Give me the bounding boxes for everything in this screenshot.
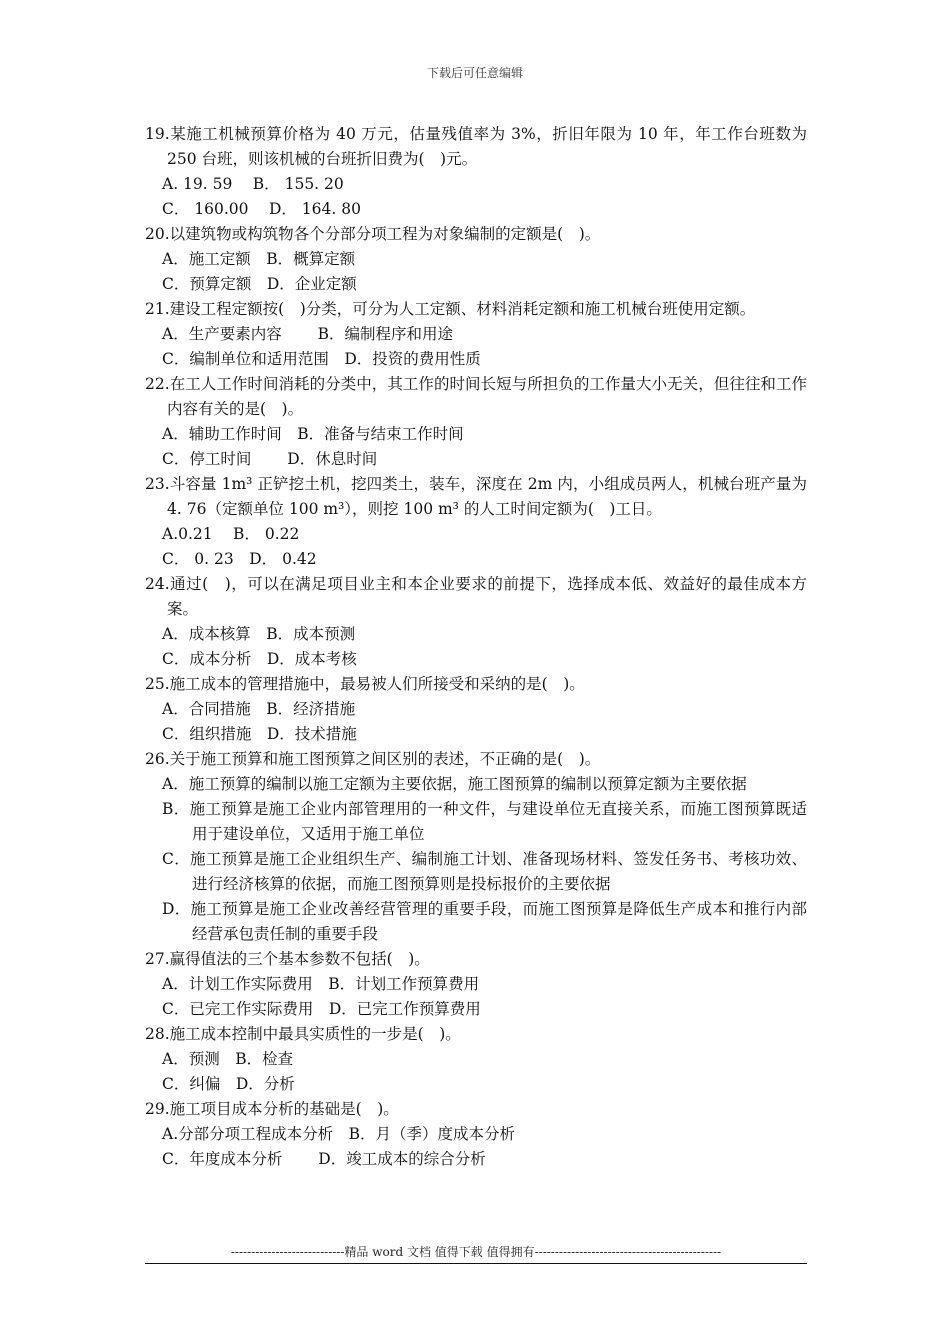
question-options [145, 247, 807, 297]
question-stem: 21.建设工程定额按( )分类，可分为人工定额、材料消耗定额和施工机械台班使用定额。 [145, 300, 756, 318]
question-stem: 19.某施工机械预算价格为 40 万元，估量残值率为 3%，折旧年限为 10 年，年工作台班数为 250 台班，则该机械的台班折旧费为( )元。 [145, 125, 807, 168]
option-line: C． 0. 23 D． 0.42 [162, 550, 317, 568]
question-stem: 24.通过( )，可以在满足项目业主和本企业要求的前提下，选择成本低、效益好的最佳成本方案。 [145, 575, 807, 618]
option-line: A．施工定额 B．概算定额 [162, 250, 356, 268]
option-line: A.分部分项工程成本分析 B．月（季）度成本分析 [162, 1125, 516, 1143]
option-line: C． 160.00 D． 164. 80 [162, 200, 361, 218]
question-stem: 22.在工人工作时间消耗的分类中，其工作的时间长短与所担负的工作量大小无关，但往往和工作内容有关的是( )。 [145, 375, 807, 418]
question-options [145, 322, 807, 372]
question-options [145, 1047, 807, 1097]
option-a: A．施工预算的编制以施工定额为主要依据，施工图预算的编制以预算定额为主要依据 [162, 775, 747, 793]
option-line: C．组织措施 D．技术措施 [162, 725, 357, 743]
option-d: D．施工预算是施工企业改善经营管理的重要手段，而施工图预算是降低生产成本和推行内部经营承包责任制的重要手段 [162, 900, 807, 943]
option-line: A．合同措施 B．经济措施 [162, 700, 356, 718]
question-20 [145, 222, 807, 297]
question-options [145, 422, 807, 472]
question-22 [145, 372, 807, 472]
option-line: A. 19. 59 B． 155. 20 [162, 175, 344, 193]
question-26 [145, 747, 807, 947]
option-line: A．成本核算 B．成本预测 [162, 625, 356, 643]
question-options [145, 172, 807, 222]
question-options [145, 522, 807, 572]
question-options [145, 972, 807, 1022]
option-line: C．年度成本分析 D．竣工成本的综合分析 [162, 1150, 486, 1168]
question-stem: 23.斗容量 1m³ 正铲挖土机，挖四类土，装车，深度在 2m 内，小组成员两人，机械台班产量为 4. 76（定额单位 100 m³），则挖 100 m³ 的人工时间定额为( )工日。 [145, 475, 807, 518]
question-stem: 25.施工成本的管理措施中，最易被人们所接受和采纳的是( )。 [145, 675, 585, 693]
question-21 [145, 297, 807, 372]
option-line: C．纠偏 D．分析 [162, 1075, 295, 1093]
question-stem: 28.施工成本控制中最具实质性的一步是( )。 [145, 1025, 461, 1043]
option-line: A．生产要素内容 B．编制程序和用途 [162, 325, 454, 343]
question-27 [145, 947, 807, 1022]
option-line: C．已完工作实际费用 D．已完工作预算费用 [162, 1000, 481, 1018]
question-options [145, 1122, 807, 1172]
option-line: C．成本分析 D．成本考核 [162, 650, 357, 668]
option-line: A.0.21 B． 0.22 [162, 525, 300, 543]
question-options [145, 622, 807, 672]
question-stem: 26.关于施工预算和施工图预算之间区别的表述，不正确的是( )。 [145, 750, 601, 768]
document-body [145, 122, 807, 1172]
option-line: C．预算定额 D．企业定额 [162, 275, 357, 293]
page-footer: ----------------------------精品 word 文档 值得下载 值得拥有---------------------------------------------- [230, 1245, 722, 1259]
option-line: A．辅助工作时间 B．准备与结束工作时间 [162, 425, 464, 443]
question-29 [145, 1097, 807, 1172]
footer-divider [145, 1263, 807, 1264]
page-header: 下载后可任意编辑 [426, 66, 523, 80]
option-line: A．预测 B．检查 [162, 1050, 294, 1068]
question-stem: 29.施工项目成本分析的基础是( )。 [145, 1100, 399, 1118]
option-b: B．施工预算是施工企业内部管理用的一种文件，与建设单位无直接关系，而施工图预算既适用于建设单位，又适用于施工单位 [162, 800, 807, 843]
question-28 [145, 1022, 807, 1097]
question-stem: 20.以建筑物或构筑物各个分部分项工程为对象编制的定额是( )。 [145, 225, 601, 243]
option-c: C．施工预算是施工企业组织生产、编制施工计划、准备现场材料、签发任务书、考核功效、进行经济核算的依据，而施工图预算则是投标报价的主要依据 [162, 850, 807, 893]
option-line: A．计划工作实际费用 B．计划工作预算费用 [162, 975, 480, 993]
question-25 [145, 672, 807, 747]
question-19 [145, 122, 807, 222]
option-line: C．停工时间 D．休息时间 [162, 450, 378, 468]
question-24 [145, 572, 807, 672]
question-options [145, 697, 807, 747]
option-line: C．编制单位和适用范围 D．投资的费用性质 [162, 350, 481, 368]
question-23 [145, 472, 807, 572]
question-stem: 27.赢得值法的三个基本参数不包括( )。 [145, 950, 430, 968]
